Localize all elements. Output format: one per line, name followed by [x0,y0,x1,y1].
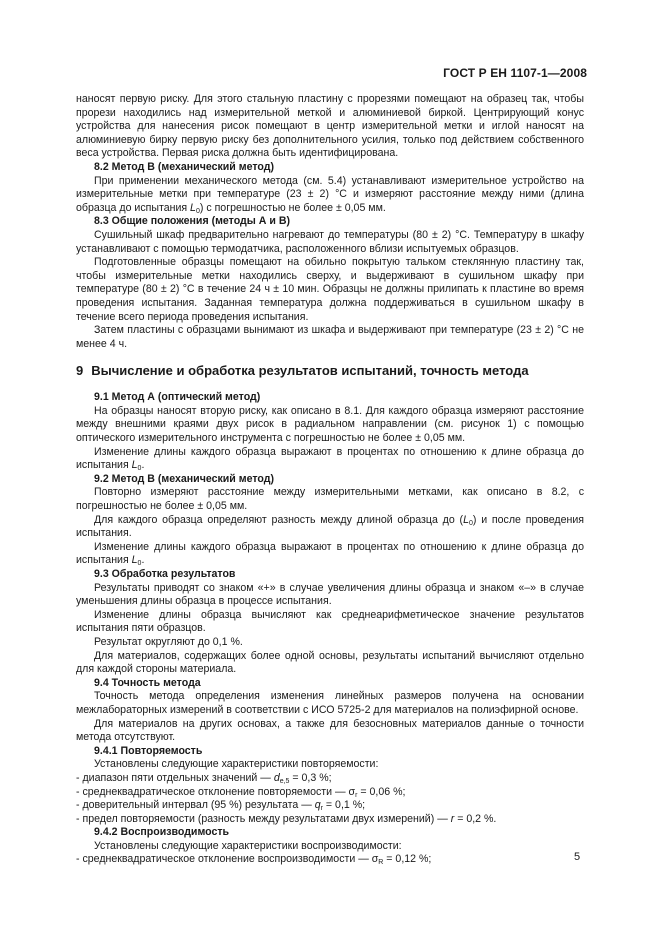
paragraph: На образцы наносят вторую риску, как описано в 8.1. Для каждого образца измеряют расстояние между внешними краями двух рисок в радиальном направлении (см. рисунок 1) с помощью оптического измерительного инструмента с погрешностью не более ± 0,05 мм. [76,404,584,445]
text-run: ) с погрешностью не более ± 0,05 мм. [199,201,386,214]
paragraph: Для материалов на других основах, а также для безосновных материалов данные о точности метода отсутствуют. [76,717,584,744]
list-item [76,786,584,800]
item-text: - среднеквадратическое отклонение воспроизводимости — σ [76,853,379,866]
subscript: 0 [195,207,200,215]
symbol: L [131,459,138,472]
paragraph: Затем пластины с образцами вынимают из шкафа и выдерживают при температуре (23 ± 2) °С не менее 4 ч. [76,324,584,350]
symbol: L [190,201,196,214]
paragraph [76,446,584,473]
subsection-heading-9-4-1: 9.4.1 Повторяемость [94,744,203,757]
subsection-heading-9-1: 9.1 Метод А (оптический метод) [94,391,261,404]
text-run: . [141,459,145,472]
text-run: При применении механического метода (см. 5.4) устанавливают измерительное устройство на измерительные метки при температуре (23 ± 2) °С и измеряют расстояние между ними (длина образца до испытания [76,174,584,214]
symbol: L [463,513,469,526]
page-number: 5 [574,851,581,863]
subscript: r [355,791,358,799]
subsection-heading-8-2: 8.2 Метод В (механический метод) [94,160,274,173]
symbol: d [273,771,280,784]
paragraph: Установлены следующие характеристики воспроизводимости: [94,839,402,852]
list-item [76,799,584,813]
paragraph: Для материалов, содержащих более одной основы, результаты испытаний вычисляют отдельно для каждой стороны материала. [76,649,584,676]
symbol: q [314,799,321,812]
list-item [76,772,584,786]
item-value: = 0,1 %; [322,799,366,812]
paragraph: Точность метода определения изменения линейных размеров получена на основании межлабораторных измерений в соответствии с ИСО 5725-2 для материалов на полиэфирной основе. [76,690,584,716]
text-run: Изменение длины каждого образца выражают в процентах по отношению к длине образца до испытания [76,540,584,567]
paragraph: Подготовленные образцы помещают на обильно покрытую тальком стеклянную пластину так, чтобы измерительные метки находились сверху, и выдерживают в сушильном шкафу при температуре (80 ± 2) °С в течение 24 ч ± 10 мин. Образцы не должны прилипать к пластине во время проведения испытания. Заданная температура должна поддерживаться в сушильном шкафу в течение всего периода проведения испытания. [76,256,584,323]
text-run: . [141,554,145,567]
document-body [76,93,584,867]
subscript: r [320,805,323,813]
item-text: - доверительный интервал (95 %) результата — [76,799,315,812]
paragraph: Результат округляют до 0,1 %. [94,635,243,648]
repeatability-list [76,772,584,826]
paragraph [76,175,584,216]
subsection-heading-9-2: 9.2 Метод В (механический метод) [94,472,274,485]
item-value: = 0,06 %; [357,785,406,798]
section-heading-9 [76,363,584,379]
subscript: e,5 [279,777,290,785]
reproducibility-list [76,853,584,867]
paragraph [76,514,584,541]
item-text: - среднеквадратическое отклонение повторяемости — σ [76,785,356,798]
paragraph: Повторно измеряют расстояние между измерительными метками, как описано в 8.2, с погрешностью не более ± 0,05 мм. [76,486,584,513]
section-title: Вычисление и обработка результатов испытаний, точность метода [91,363,529,379]
item-text: - предел повторяемости (разность между результатами двух измерений) — [76,812,451,825]
paragraph: Изменение длины образца вычисляют как среднеарифметическое значение результатов испытания пяти образцов. [76,608,584,635]
paragraph: наносят первую риску. Для этого стальную пластину с прорезями помещают на образец так, чтобы прорези находились над измерительной меткой и алюминиевой биркой. Центрирующий конус устройства для нанесения рисок помещают в центр измерительной метки и иглой наносят на алюминиевую бирку первую риску без дополнительного усилия, только под действием собственного веса устройства. Первая риска должна быть идентифицирована. [76,93,584,160]
paragraph [76,541,584,568]
subscript: 0 [137,465,142,473]
subsection-heading-9-4: 9.4 Точность метода [94,676,201,689]
item-value: = 0,2 %. [454,812,497,825]
text-run: Для каждого образца определяют разность между длиной образца до ( [94,513,464,526]
paragraph: Установлены следующие характеристики повторяемости: [94,758,379,771]
subsection-heading-8-3: 8.3 Общие положения (методы А и В) [94,215,291,228]
symbol: L [131,554,138,567]
subscript: 0 [468,519,473,527]
text-run: Изменение длины каждого образца выражают в процентах по отношению к длине образца до испытания [76,445,584,472]
item-value: = 0,12 %; [383,853,432,866]
text-run: ) и после проведения испытания. [76,513,584,540]
paragraph: Сушильный шкаф предварительно нагревают до температуры (80 ± 2) °С. Температуру в шкафу устанавливают с помощью термодатчика, расположенного вблизи испытуемых образцов. [76,228,584,255]
subscript: 0 [137,560,142,568]
item-value: = 0,3 %; [289,771,332,784]
list-item [76,853,584,867]
list-item [76,813,584,827]
section-number: 9 [76,363,84,379]
symbol: r [450,812,455,825]
subsection-heading-9-3: 9.3 Обработка результатов [94,568,236,580]
subscript: R [378,859,384,867]
paragraph: Результаты приводят со знаком «+» в случае увеличения длины образца и знаком «–» в случае уменьшения длины образца в процессе испытания. [76,581,584,608]
subsection-heading-9-4-2: 9.4.2 Воспроизводимость [94,826,230,839]
item-text: - диапазон пяти отдельных значений — [76,771,274,784]
document-header: ГОСТ Р ЕН 1107-1—2008 [443,66,587,80]
